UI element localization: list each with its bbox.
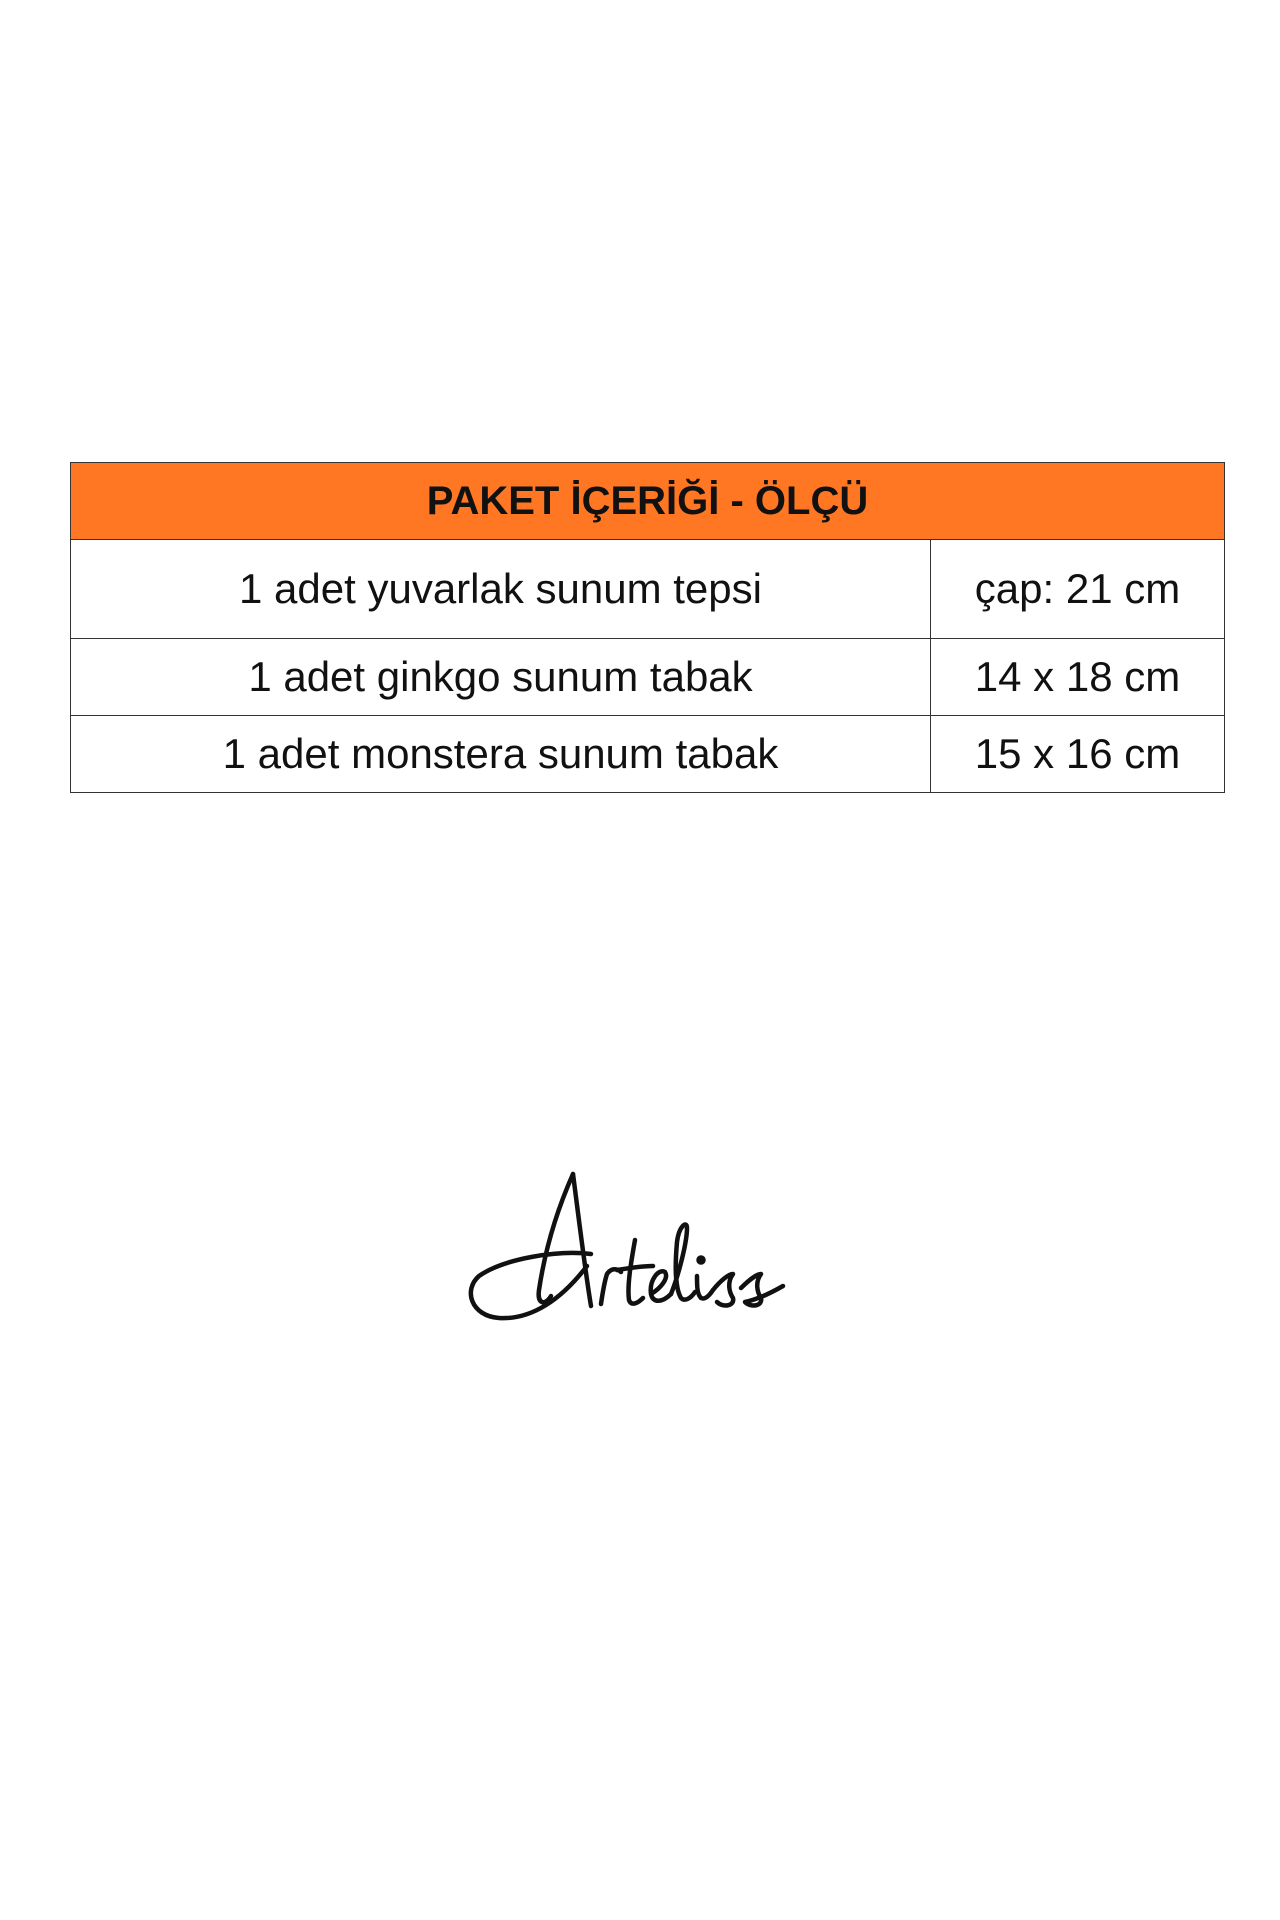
- size-cell: çap: 21 cm: [931, 540, 1225, 639]
- item-cell: 1 adet yuvarlak sunum tepsi: [71, 540, 931, 639]
- item-cell: 1 adet monstera sunum tabak: [71, 716, 931, 793]
- arteliss-logo: [465, 1170, 815, 1340]
- table-row: [71, 639, 1225, 716]
- table-header-row: [71, 463, 1225, 540]
- size-cell: 15 x 16 cm: [931, 716, 1225, 793]
- item-cell: 1 adet ginkgo sunum tabak: [71, 639, 931, 716]
- package-contents-table: [70, 462, 1225, 793]
- table-row: [71, 716, 1225, 793]
- table-row: [71, 540, 1225, 639]
- table-header: PAKET İÇERİĞİ - ÖLÇÜ: [71, 463, 1225, 540]
- size-cell: 14 x 18 cm: [931, 639, 1225, 716]
